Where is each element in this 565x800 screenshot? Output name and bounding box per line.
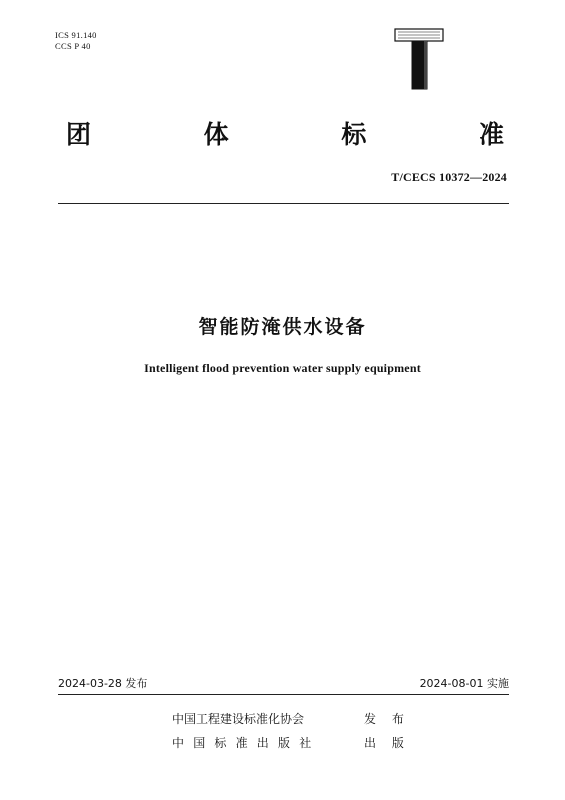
standard-type-char: 准	[478, 120, 504, 149]
standard-number: T/CECS 10372—2024	[391, 170, 507, 184]
implementation-date: 2024-08-01 实施	[419, 677, 509, 690]
standard-type-char: 体	[203, 120, 229, 149]
standard-type-heading	[66, 116, 504, 150]
issuer-role: 发 布	[364, 712, 410, 726]
classification-codes	[55, 30, 97, 52]
issue-date: 2024-03-28 发布	[58, 677, 148, 690]
standard-type-char: 团	[66, 120, 92, 149]
standard-type-char: 标	[341, 120, 367, 149]
issuer-organization: 中国工程建设标准化协会	[172, 712, 305, 726]
standard-type-logo-t	[394, 28, 444, 90]
publisher-row-press	[172, 734, 412, 750]
publisher-row-issuer	[172, 710, 412, 726]
ics-code: ICS 91.140	[55, 30, 97, 40]
press-organization: 中国标准出版社	[172, 736, 321, 750]
press-role: 出 版	[364, 736, 410, 750]
bottom-divider	[58, 694, 509, 695]
ccs-code: CCS P 40	[55, 41, 91, 51]
document-title-english: Intelligent flood prevention water supply equipment	[144, 361, 421, 375]
document-title-chinese: 智能防淹供水设备	[198, 316, 367, 338]
top-divider	[58, 203, 509, 204]
